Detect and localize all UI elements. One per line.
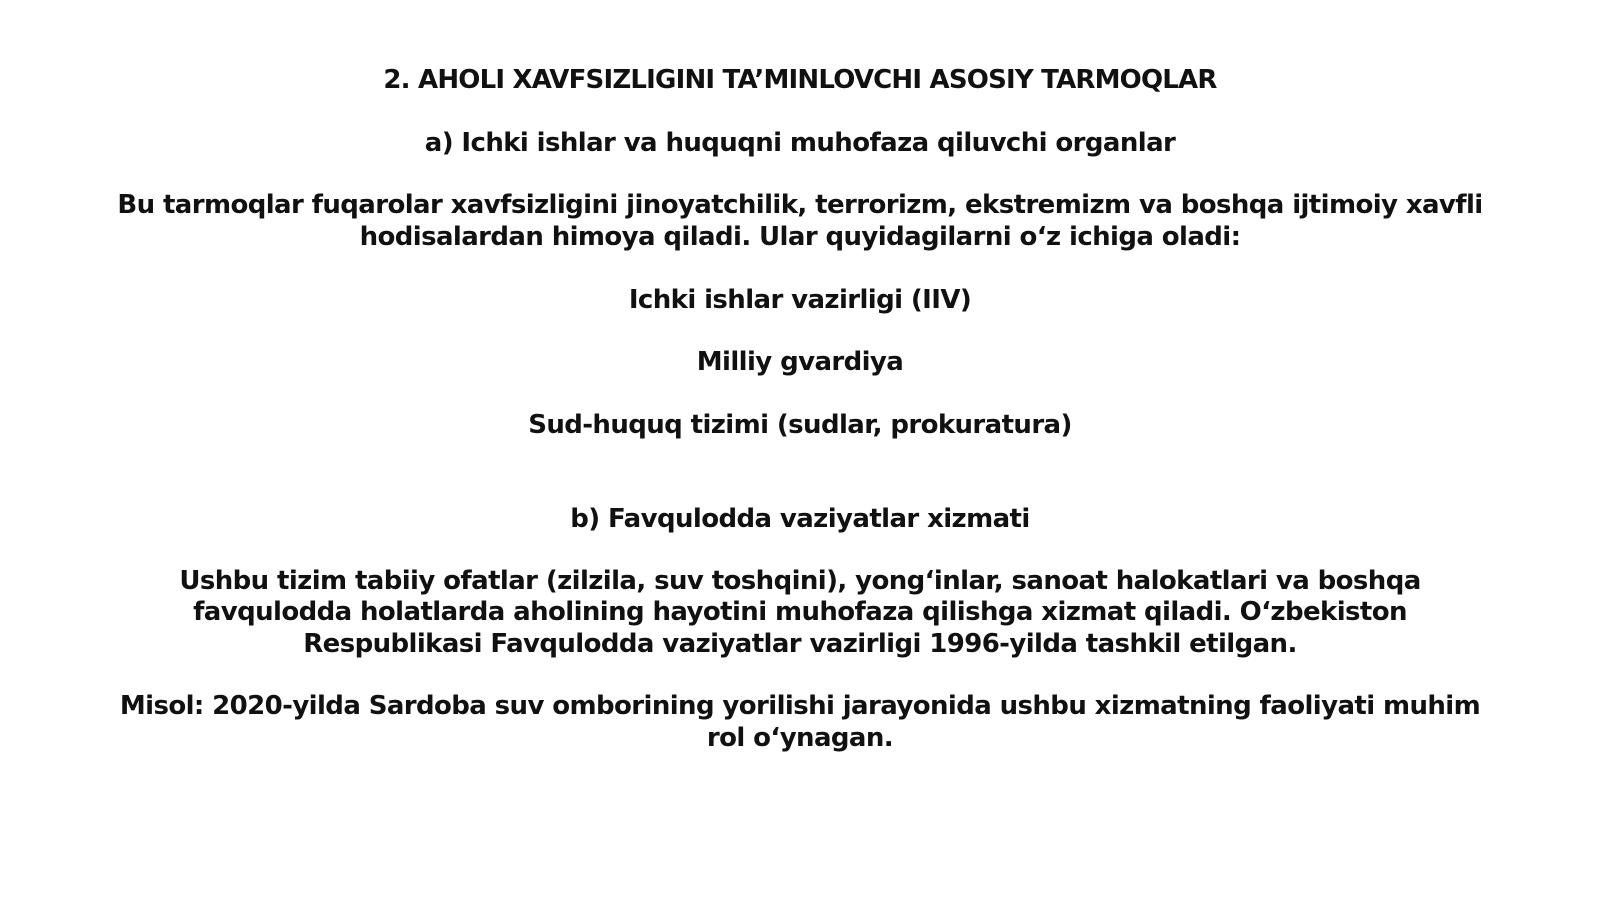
section-a-item-sud: Sud-huquq tizimi (sudlar, prokuratura): [528, 410, 1072, 440]
page-title: 2. AHOLI XAVFSIZLIGINI TA’MINLOVCHI ASOSIY TARMOQLAR: [383, 65, 1217, 95]
section-a-paragraph-line: Bu tarmoqlar fuqarolar xavfsizligini jinoyatchilik, terrorizm, ekstremizm va boshqa ijtimoiy xavfli: [117, 190, 1483, 220]
section-a-heading: a) Ichki ishlar va huquqni muhofaza qiluvchi organlar: [424, 128, 1176, 158]
section-b-heading: b) Favqulodda vaziyatlar xizmati: [570, 504, 1030, 534]
section-a-item-gvardiya: Milliy gvardiya: [696, 347, 904, 377]
section-b-paragraph-line: Ushbu tizim tabiiy ofatlar (zilzila, suv toshqini), yong‘inlar, sanoat halokatlari va boshqa: [179, 566, 1421, 596]
section-a-item-iiv: Ichki ishlar vazirligi (IIV): [628, 285, 972, 315]
section-a-paragraph-line: hodisalardan himoya qiladi. Ular quyidagilarni o‘z ichiga oladi:: [359, 222, 1241, 252]
section-b-example-line: rol o‘ynagan.: [706, 723, 894, 753]
section-b-paragraph-line: favqulodda holatlarda aholining hayotini muhofaza qilishga xizmat qiladi. O‘zbekiston: [193, 597, 1407, 627]
section-b-paragraph-line: Respublikasi Favqulodda vaziyatlar vazirligi 1996-yilda tashkil etilgan.: [303, 629, 1297, 659]
section-b-example-line: Misol: 2020-yilda Sardoba suv omborining yorilishi jarayonida ushbu xizmatning faoliyati muhim: [119, 691, 1481, 721]
